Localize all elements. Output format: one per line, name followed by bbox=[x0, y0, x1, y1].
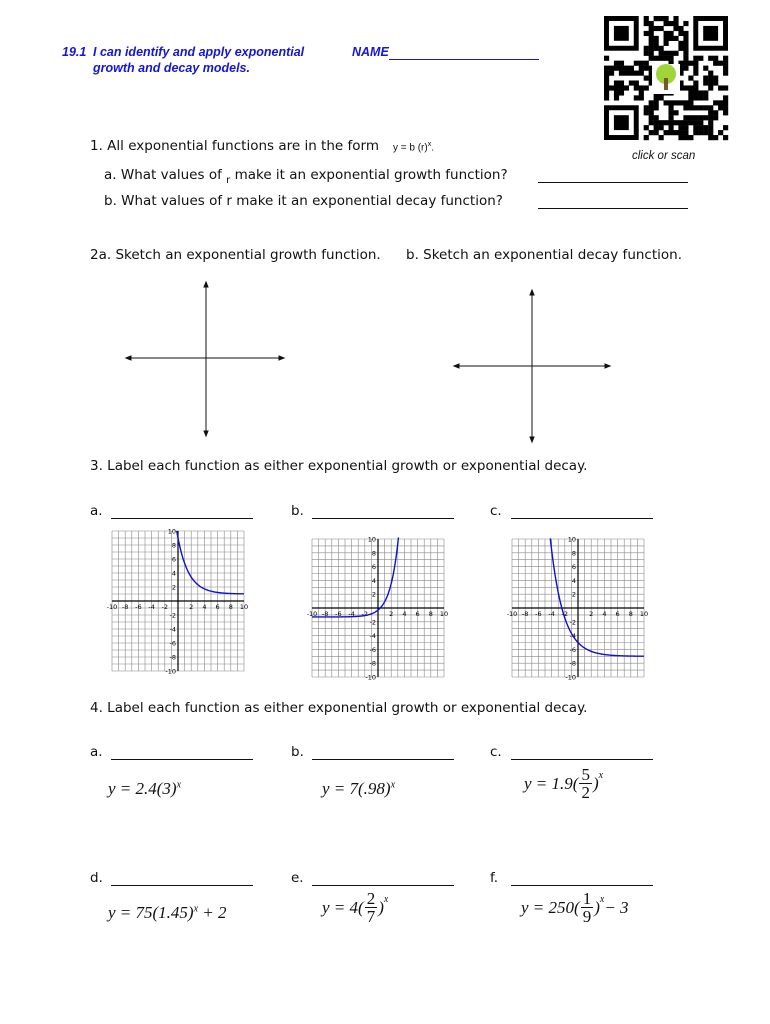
qr-code-icon[interactable] bbox=[604, 16, 728, 144]
graph-b bbox=[306, 535, 450, 682]
eq-c-base: y = 1.9( bbox=[524, 773, 579, 793]
q3c-answer-blank[interactable] bbox=[511, 506, 653, 519]
x-tick-label: 6 bbox=[215, 603, 220, 611]
q3b-answer-blank[interactable] bbox=[312, 506, 454, 519]
q1-stem bbox=[90, 138, 434, 154]
arrow-right-icon bbox=[605, 364, 610, 368]
name-label: NAME bbox=[352, 45, 389, 59]
y-tick-label: 4 bbox=[171, 569, 176, 578]
y-tick-label: -6 bbox=[169, 639, 176, 648]
q1-form-exp: x bbox=[427, 140, 432, 148]
q4e-answer-blank[interactable] bbox=[312, 873, 454, 886]
q3a-label: a. bbox=[90, 503, 103, 519]
x-tick-label: -8 bbox=[321, 610, 329, 618]
q2a-prompt: 2a. Sketch an exponential growth function. bbox=[90, 247, 381, 263]
eq-c-fraction bbox=[579, 766, 592, 801]
function-curve bbox=[177, 531, 244, 594]
eq-f-base: y = 250( bbox=[521, 897, 580, 917]
y-tick-label: -6 bbox=[369, 645, 376, 654]
y-tick-label: -10 bbox=[365, 673, 376, 682]
eq-e-base: y = 4( bbox=[322, 897, 364, 917]
y-tick-label: 2 bbox=[371, 590, 376, 599]
x-tick-label: 4 bbox=[602, 610, 607, 618]
x-tick-label: 2 bbox=[589, 610, 594, 618]
x-tick-label: 10 bbox=[639, 610, 649, 618]
arrow-left-icon bbox=[126, 356, 131, 360]
x-tick-label: 4 bbox=[202, 603, 207, 611]
x-tick-label: 4 bbox=[402, 610, 407, 618]
q4d-answer-blank[interactable] bbox=[111, 873, 253, 886]
eq-e-exp: x bbox=[383, 894, 389, 905]
equation-c bbox=[524, 766, 603, 801]
q1a bbox=[104, 167, 508, 186]
q4f-label: f. bbox=[490, 870, 499, 886]
q4c-label: c. bbox=[490, 744, 502, 760]
qr-caption: click or scan bbox=[632, 150, 696, 162]
eq-a-exp: x bbox=[176, 779, 182, 791]
x-tick-label: -10 bbox=[306, 610, 318, 618]
x-tick-label: -2 bbox=[361, 610, 369, 618]
y-tick-label: -4 bbox=[369, 632, 376, 641]
q1b-answer-blank[interactable] bbox=[538, 196, 688, 209]
x-tick-label: -10 bbox=[506, 610, 518, 618]
q3c-label: c. bbox=[490, 503, 502, 519]
y-tick-label: 6 bbox=[571, 563, 576, 572]
eq-c-exp: x bbox=[598, 770, 604, 781]
y-tick-label: 6 bbox=[371, 563, 376, 572]
y-tick-label: -2 bbox=[169, 611, 176, 620]
x-tick-label: 10 bbox=[239, 603, 249, 611]
y-tick-label: 10 bbox=[167, 527, 176, 536]
q1b-var: r bbox=[226, 193, 232, 209]
q1b bbox=[104, 193, 503, 209]
y-tick-label: -2 bbox=[569, 618, 576, 627]
y-tick-label: 6 bbox=[171, 555, 176, 564]
lesson-number: 19.1 bbox=[62, 45, 87, 59]
y-tick-label: -8 bbox=[369, 659, 376, 668]
q1a-var: r bbox=[226, 175, 231, 186]
q4-prompt: 4. Label each function as either exponential growth or exponential decay. bbox=[90, 700, 588, 716]
arrow-up-icon bbox=[530, 290, 534, 295]
y-tick-label: 2 bbox=[171, 583, 176, 592]
y-tick-label: -10 bbox=[565, 673, 576, 682]
y-tick-label: 4 bbox=[371, 576, 376, 585]
x-tick-label: 6 bbox=[615, 610, 620, 618]
equation-b bbox=[322, 779, 395, 799]
q4a-label: a. bbox=[90, 744, 103, 760]
q3-prompt: 3. Label each function as either exponential growth or exponential decay. bbox=[90, 458, 588, 474]
sketch-axes-decay[interactable] bbox=[452, 288, 614, 446]
y-tick-label: 8 bbox=[371, 549, 376, 558]
x-tick-label: -2 bbox=[561, 610, 569, 618]
q4a-answer-blank[interactable] bbox=[111, 747, 253, 760]
arrow-down-icon bbox=[204, 431, 208, 436]
eq-f-tail: − 3 bbox=[604, 897, 629, 917]
q1b-pre: b. What values of bbox=[104, 193, 223, 209]
q4f-answer-blank[interactable] bbox=[511, 873, 653, 886]
q1a-pre: a. What values of bbox=[104, 167, 222, 183]
equation-d bbox=[108, 903, 227, 923]
x-tick-label: 8 bbox=[628, 610, 633, 618]
arrow-right-icon bbox=[279, 356, 284, 360]
equation-e bbox=[322, 890, 388, 925]
objective-text bbox=[93, 44, 304, 76]
q3a-answer-blank[interactable] bbox=[111, 506, 253, 519]
x-tick-label: -4 bbox=[548, 610, 555, 618]
graph-c bbox=[506, 535, 650, 682]
q1a-answer-blank[interactable] bbox=[538, 170, 688, 183]
y-tick-label: 10 bbox=[567, 535, 576, 544]
y-tick-label: -8 bbox=[569, 659, 576, 668]
y-tick-label: -10 bbox=[165, 667, 176, 676]
q1a-post: make it an exponential growth function? bbox=[234, 167, 508, 183]
arrow-up-icon bbox=[204, 282, 208, 287]
sketch-axes-growth[interactable] bbox=[124, 280, 288, 440]
eq-d-exp: x bbox=[193, 903, 199, 915]
function-curve bbox=[550, 535, 644, 656]
y-tick-label: -2 bbox=[369, 618, 376, 627]
y-tick-label: -8 bbox=[169, 653, 176, 662]
name-field[interactable] bbox=[352, 44, 539, 60]
q1-form bbox=[393, 141, 434, 153]
q4b-answer-blank[interactable] bbox=[312, 747, 454, 760]
eq-f-num: 1 bbox=[582, 889, 592, 908]
y-tick-label: 8 bbox=[571, 549, 576, 558]
eq-c-den: 2 bbox=[581, 783, 590, 802]
q1-form-base: y = b (r) bbox=[392, 142, 428, 153]
eq-f-rparen: ) bbox=[594, 897, 600, 917]
y-tick-label: 8 bbox=[171, 541, 176, 550]
q1b-post: make it an exponential decay function? bbox=[236, 193, 503, 209]
x-tick-label: -6 bbox=[135, 603, 142, 611]
x-tick-label: 8 bbox=[428, 610, 433, 618]
q3b-label: b. bbox=[291, 503, 304, 519]
y-tick-label: 4 bbox=[571, 576, 576, 585]
q2b-prompt: b. Sketch an exponential decay function. bbox=[406, 247, 682, 263]
x-tick-label: -8 bbox=[121, 603, 129, 611]
q4b-label: b. bbox=[291, 744, 304, 760]
x-tick-label: -6 bbox=[535, 610, 542, 618]
x-tick-label: 2 bbox=[189, 603, 194, 611]
eq-b-base: y = 7(.98) bbox=[322, 779, 391, 798]
x-tick-label: 2 bbox=[389, 610, 394, 618]
x-tick-label: 10 bbox=[439, 610, 449, 618]
x-tick-label: -8 bbox=[521, 610, 529, 618]
x-tick-label: -4 bbox=[148, 603, 155, 611]
eq-c-rparen: ) bbox=[592, 773, 599, 793]
y-tick-label: -6 bbox=[569, 645, 576, 654]
eq-c-num: 5 bbox=[581, 765, 590, 784]
q4d-label: d. bbox=[90, 870, 103, 886]
arrow-down-icon bbox=[530, 437, 534, 442]
x-tick-label: 8 bbox=[228, 603, 233, 611]
eq-a-base: y = 2.4(3) bbox=[108, 779, 177, 798]
eq-f-exp: x bbox=[599, 894, 605, 905]
x-tick-label: -10 bbox=[106, 603, 118, 611]
x-tick-label: -4 bbox=[348, 610, 355, 618]
x-tick-label: 6 bbox=[415, 610, 420, 618]
name-blank[interactable] bbox=[389, 47, 539, 60]
q4e-label: e. bbox=[291, 870, 304, 886]
objective-line-2: growth and decay models. bbox=[93, 61, 250, 75]
y-tick-label: 10 bbox=[367, 535, 376, 544]
equation-a bbox=[108, 779, 181, 799]
graph-a bbox=[106, 527, 250, 676]
q4c-answer-blank[interactable] bbox=[511, 747, 653, 760]
y-tick-label: 2 bbox=[571, 590, 576, 599]
q1-form-end: . bbox=[431, 142, 434, 153]
eq-d-tail: + 2 bbox=[198, 903, 227, 922]
y-tick-label: -4 bbox=[569, 632, 576, 641]
eq-d-base: y = 75(1.45) bbox=[108, 903, 194, 922]
y-tick-label: -4 bbox=[169, 625, 176, 634]
x-tick-label: -2 bbox=[161, 603, 169, 611]
q1-stem-text: 1. All exponential functions are in the form bbox=[90, 138, 379, 154]
eq-e-num: 2 bbox=[366, 889, 376, 908]
equation-f bbox=[521, 890, 629, 925]
arrow-left-icon bbox=[454, 364, 459, 368]
eq-e-fraction bbox=[365, 890, 378, 925]
x-tick-label: -6 bbox=[335, 610, 342, 618]
objective-line-1: I can identify and apply exponential bbox=[93, 45, 305, 59]
eq-f-den: 9 bbox=[582, 907, 592, 926]
eq-b-exp: x bbox=[390, 779, 396, 791]
eq-e-den: 7 bbox=[366, 907, 376, 926]
eq-e-rparen: ) bbox=[378, 897, 384, 917]
eq-f-fraction bbox=[581, 890, 594, 925]
